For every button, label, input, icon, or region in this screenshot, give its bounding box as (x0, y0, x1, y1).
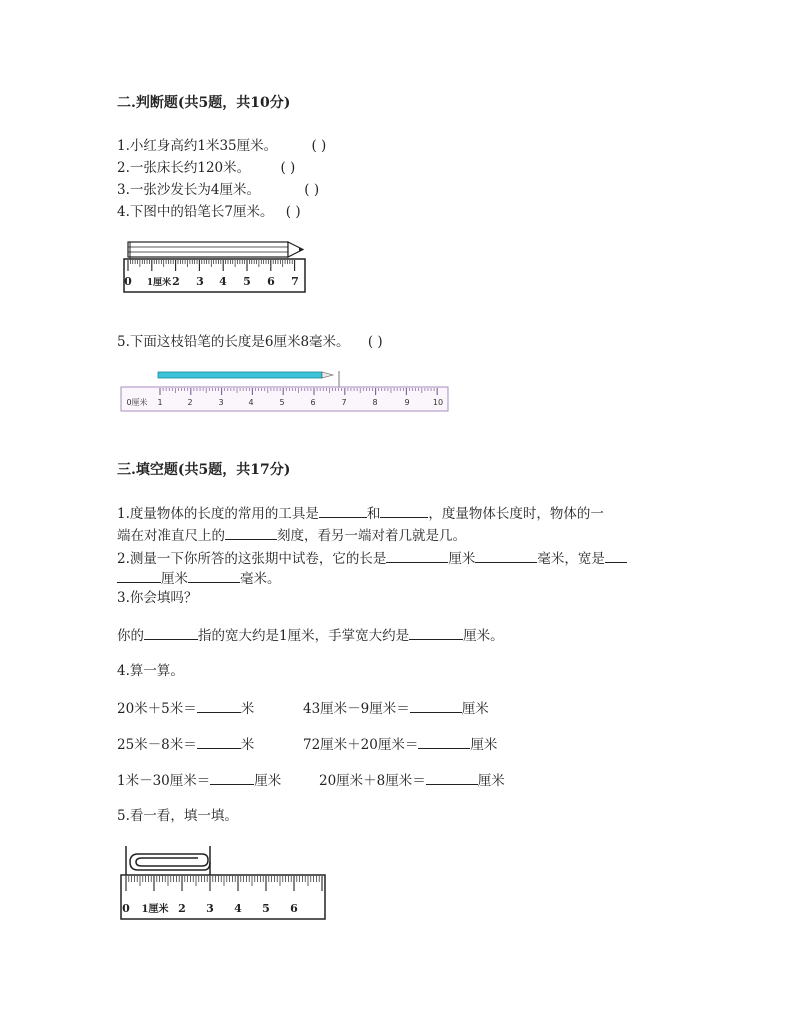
calc-item (319, 771, 505, 790)
section-3-heading: 三.填空题(共5题，共17分) (117, 462, 291, 478)
ruler-label: 5 (243, 275, 251, 288)
question-text: 2.一张床长约120米。 (117, 160, 251, 176)
question-text: 端在对准直尺上的 (117, 528, 225, 544)
paperclip-ruler-figure (118, 842, 328, 922)
ruler-label: 2 (172, 275, 180, 288)
answer-blank[interactable] (409, 626, 463, 640)
question-3-2-line-1 (117, 549, 627, 568)
calc-expression: 20米＋5米＝ (117, 701, 197, 717)
calc-item (117, 771, 319, 790)
color-pencil-ruler-figure (118, 368, 452, 414)
calc-unit: 厘米 (461, 701, 489, 717)
question-2-2 (117, 159, 295, 177)
question-3-1-line-2 (117, 526, 466, 545)
ruler-label: 0 (124, 275, 132, 288)
answer-paren[interactable]: ( ) (285, 204, 301, 220)
answer-blank[interactable] (319, 504, 367, 518)
question-2-3 (117, 181, 319, 199)
question-text: 1.小红身高约1米35厘米。 (117, 138, 278, 154)
answer-blank[interactable] (197, 735, 241, 749)
answer-blank[interactable] (418, 735, 470, 749)
question-3-3 (117, 626, 504, 645)
answer-blank[interactable] (210, 771, 254, 785)
calc-row-2 (117, 735, 497, 754)
question-text: 3.一张沙发长为4厘米。 (117, 182, 260, 198)
calc-item (303, 699, 489, 718)
question-3-4-title: 4.算一算。 (117, 663, 184, 679)
answer-blank[interactable] (197, 699, 241, 713)
ruler-label: 6 (310, 398, 316, 407)
calc-item (117, 735, 303, 754)
answer-blank[interactable] (605, 549, 627, 563)
ruler-label: 7 (341, 398, 347, 407)
ruler-label: 0 (122, 902, 130, 915)
answer-paren[interactable]: ( ) (280, 160, 296, 176)
ruler-label: 9 (404, 398, 410, 407)
question-text: 你的 (117, 628, 144, 644)
question-2-4 (117, 203, 301, 221)
question-3-3-title: 3.你会填吗？ (117, 590, 198, 606)
question-3-1-line-1 (117, 504, 604, 523)
ruler-label: 6 (267, 275, 275, 288)
answer-paren[interactable]: ( ) (304, 182, 320, 198)
question-text: 2.测量一下你所答的这张期中试卷，它的长是 (117, 551, 387, 567)
answer-blank[interactable] (426, 771, 478, 785)
calc-expression: 43厘米－9厘米＝ (303, 701, 410, 717)
question-text: 厘米 (448, 551, 476, 567)
calc-item (117, 699, 303, 718)
calc-expression: 1米－30厘米＝ (117, 773, 211, 789)
question-3-5-title: 5.看一看，填一填。 (117, 808, 238, 824)
question-2-5 (117, 333, 383, 351)
question-text: ，度量物体长度时，物体的一 (428, 506, 604, 522)
calc-item (303, 735, 497, 754)
ruler-label: 4 (219, 275, 227, 288)
ruler-label: 4 (234, 902, 242, 915)
question-text: 4.下图中的铅笔长7厘米。 (117, 204, 274, 220)
answer-blank[interactable] (380, 504, 428, 518)
question-text: 和 (366, 506, 381, 522)
question-text: 刻度，看另一端对着几就是几。 (277, 528, 466, 544)
question-3-2-line-2 (117, 569, 281, 588)
question-text: 毫米。 (240, 571, 281, 587)
ruler-label: 3 (196, 275, 204, 288)
calc-row-1 (117, 699, 489, 718)
ruler-label: 2 (178, 902, 186, 915)
ruler-label: 1厘米 (146, 278, 172, 288)
ruler-label: 8 (372, 398, 378, 407)
ruler-label: 1厘米 (141, 904, 169, 915)
ruler-label: 3 (206, 902, 214, 915)
ruler-label: 3 (218, 398, 224, 407)
answer-blank[interactable] (188, 569, 240, 583)
ruler-label: 0厘米 (126, 398, 148, 407)
ruler-label: 7 (291, 275, 299, 288)
calc-unit: 米 (240, 701, 255, 717)
answer-blank[interactable] (386, 549, 448, 563)
question-text: 厘米。 (463, 628, 504, 644)
answer-blank[interactable] (410, 699, 462, 713)
question-text: 5.下面这枝铅笔的长度是6厘米8毫米。 (117, 334, 350, 350)
section-2-heading: 二.判断题(共5题，共10分) (117, 95, 291, 111)
answer-blank[interactable] (225, 526, 277, 540)
ruler-label: 5 (279, 398, 285, 407)
calc-unit: 米 (240, 737, 255, 753)
calc-row-3 (117, 771, 505, 790)
ruler-label: 1 (157, 398, 163, 407)
ruler-label: 5 (262, 902, 270, 915)
ruler-label: 2 (187, 398, 193, 407)
paperclip-icon (126, 846, 210, 878)
calc-expression: 20厘米＋8厘米＝ (319, 773, 426, 789)
calc-expression: 25米－8米＝ (117, 737, 197, 753)
pencil-ruler-figure (118, 238, 308, 296)
answer-paren[interactable]: ( ) (367, 334, 383, 350)
calc-expression: 72厘米＋20厘米＝ (303, 737, 419, 753)
answer-blank[interactable] (144, 626, 198, 640)
answer-blank[interactable] (117, 569, 161, 583)
calc-unit: 厘米 (254, 773, 282, 789)
answer-blank[interactable] (475, 549, 537, 563)
question-text: 厘米 (161, 571, 188, 587)
calc-unit: 厘米 (477, 773, 505, 789)
pencil-icon (158, 371, 339, 388)
ruler-label: 6 (290, 902, 298, 915)
calc-unit: 厘米 (470, 737, 498, 753)
question-text: 毫米，宽是 (537, 551, 605, 567)
ruler-label: 10 (432, 398, 444, 407)
ruler-label: 4 (248, 398, 254, 407)
question-2-1 (117, 137, 326, 155)
question-text: 1.度量物体的长度的常用的工具是 (117, 506, 319, 522)
answer-paren[interactable]: ( ) (311, 138, 327, 154)
question-text: 指的宽大约是1厘米，手掌宽大约是 (198, 628, 410, 644)
